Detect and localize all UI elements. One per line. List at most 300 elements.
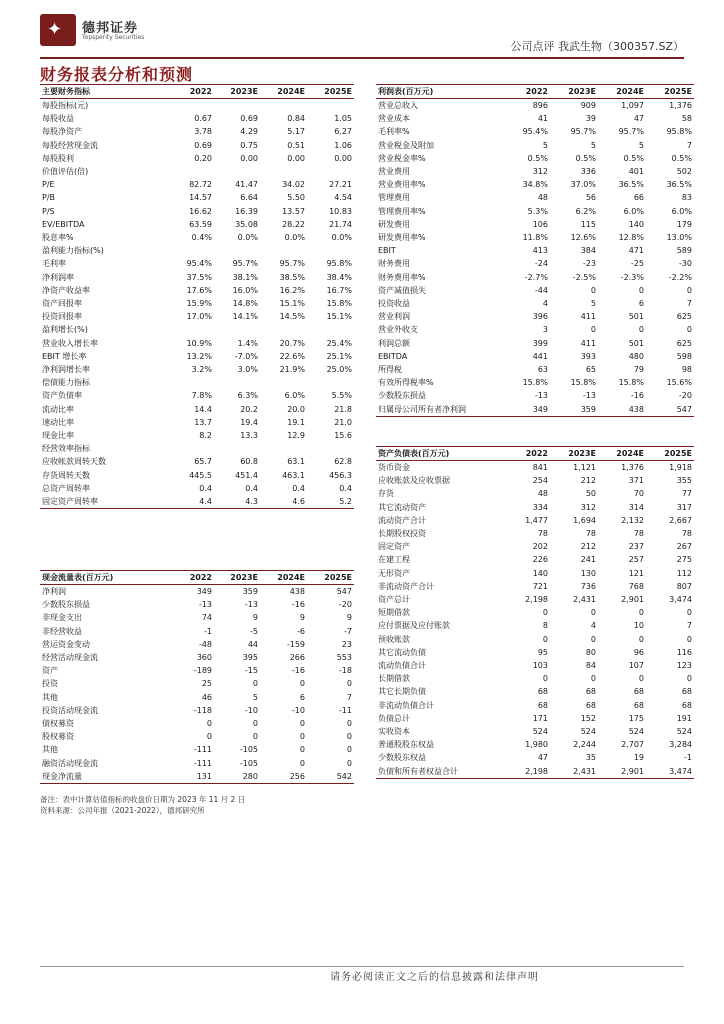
table-cell: 2,132 <box>621 515 644 525</box>
table-cell: 0 <box>638 325 644 335</box>
row-label: 投资回报率 <box>42 312 82 322</box>
table-cell: 0.00 <box>287 153 305 163</box>
row-label: 存货周转天数 <box>42 470 90 480</box>
table-cell: 0 <box>638 608 644 618</box>
table-row <box>40 416 354 429</box>
column-header: 2022 <box>168 85 214 99</box>
column-header: 2025E <box>307 571 354 585</box>
table-cell: 191 <box>676 713 692 723</box>
table-cell: 547 <box>646 403 694 417</box>
table-cell: 438 <box>598 403 646 417</box>
table-cell: 399 <box>532 338 548 348</box>
column-header: 2022 <box>504 85 550 99</box>
row-label: 盈利增长(%) <box>42 325 88 335</box>
table-cell: 4.54 <box>334 193 352 203</box>
table-row <box>376 323 694 336</box>
footer-disclaimer: 请务必阅读正文之后的信息披露和法律声明 <box>330 972 539 983</box>
row-label: 总资产周转率 <box>42 483 90 493</box>
table-cell: 1,376 <box>621 463 644 472</box>
table-row <box>376 139 694 152</box>
cash-flow-table <box>40 570 354 784</box>
table-cell: 0.69 <box>240 114 258 124</box>
table-cell: 371 <box>628 476 644 486</box>
table-cell: 480 <box>628 351 644 361</box>
table-cell: 463.1 <box>282 470 305 480</box>
page-header <box>40 14 684 56</box>
row-label: 应付票据及应付账款 <box>378 621 450 631</box>
table-row <box>376 99 694 113</box>
table-cell: 63.1 <box>287 457 305 467</box>
table-cell: 13.0% <box>666 233 692 243</box>
table-cell: 5.2 <box>307 495 354 509</box>
table-row <box>40 598 354 611</box>
table-cell <box>307 323 354 336</box>
table-cell: 131 <box>168 770 214 784</box>
table-title: 资产负债表(百万元) <box>376 447 504 461</box>
table-row <box>40 611 354 624</box>
table-cell: 9 <box>252 613 258 623</box>
table-cell: 28.22 <box>282 219 305 229</box>
table-row <box>376 112 694 125</box>
table-cell <box>168 165 214 178</box>
table-cell: 6.3% <box>237 391 258 401</box>
main-indicators-table <box>40 84 354 509</box>
table-row <box>40 231 354 244</box>
row-label: 经营效率指标 <box>42 444 90 454</box>
table-row <box>40 99 354 113</box>
table-cell: 5.17 <box>287 127 305 137</box>
table-cell: 0 <box>252 679 258 689</box>
row-label: 研发费用 <box>378 219 410 229</box>
table-cell: 35 <box>585 753 596 763</box>
table-cell: -2.3% <box>620 272 644 282</box>
table-cell: 4 <box>590 621 596 631</box>
table-cell: 14.4 <box>194 404 212 414</box>
table-header-row <box>40 85 354 99</box>
table-cell: 15.8% <box>522 378 548 388</box>
table-cell: 19.1 <box>287 417 305 427</box>
table-cell: 445.5 <box>189 470 212 480</box>
table-cell: 0 <box>299 745 305 755</box>
table-title: 利润表(百万元) <box>376 85 504 99</box>
table-cell: 82.72 <box>189 180 212 190</box>
table-row <box>376 501 694 514</box>
row-label: 毛利率 <box>42 259 66 269</box>
table-row <box>40 376 354 389</box>
table-row <box>376 712 694 725</box>
row-label: 长期借款 <box>378 674 410 684</box>
column-header: 2024E <box>598 85 646 99</box>
table-row <box>40 717 354 730</box>
table-cell: 1.06 <box>334 140 352 150</box>
table-cell: 103 <box>532 661 548 671</box>
table-cell: 542 <box>307 770 354 784</box>
table-title: 现金流量表(百万元) <box>40 571 168 585</box>
table-cell: 1,376 <box>669 101 692 110</box>
table-cell: -44 <box>534 285 548 295</box>
table-cell: 254 <box>532 476 548 486</box>
table-cell: 116 <box>676 647 692 657</box>
column-header: 2024E <box>260 571 307 585</box>
table-row <box>40 178 354 191</box>
table-cell: 768 <box>628 581 644 591</box>
table-cell: 0.0% <box>237 233 258 243</box>
row-label: 速动比率 <box>42 417 74 427</box>
table-cell: 0 <box>542 674 548 684</box>
table-cell: 0 <box>590 608 596 618</box>
income-statement-table <box>376 84 694 417</box>
table-cell: 121 <box>628 568 644 578</box>
table-cell: 0.69 <box>194 140 212 150</box>
column-header: 2022 <box>168 571 214 585</box>
table-cell: 78 <box>633 529 644 539</box>
table-cell: 1,694 <box>573 515 596 525</box>
table-cell <box>168 376 214 389</box>
table-cell: 266 <box>289 653 305 663</box>
table-cell: 1,477 <box>525 515 548 525</box>
table-cell: 22.6% <box>279 351 305 361</box>
table-cell: 63 <box>537 365 548 375</box>
table-notes <box>40 794 245 816</box>
table-cell: 21.0 <box>334 417 352 427</box>
table-cell <box>168 323 214 336</box>
table-cell: 95.7% <box>618 127 644 137</box>
column-header: 2024E <box>260 85 307 99</box>
table-cell: 27.21 <box>329 180 352 190</box>
table-cell: 68 <box>633 700 644 710</box>
table-cell: 0 <box>638 674 644 684</box>
table-cell: 8 <box>542 621 548 631</box>
table-cell <box>260 99 307 113</box>
row-label: 非经营收益 <box>42 626 82 636</box>
table-row <box>376 699 694 712</box>
table-cell: 15.6 <box>334 431 352 441</box>
table-cell <box>214 323 260 336</box>
row-label: 营业税金及附加 <box>378 140 434 150</box>
table-row <box>376 593 694 606</box>
source-line: 资料来源：公司年报（2021-2022），德邦研究所 <box>40 806 205 815</box>
table-cell: 336 <box>580 167 596 177</box>
row-label: 财务费用 <box>378 259 410 269</box>
table-cell: -1 <box>684 753 692 763</box>
table-cell: 0 <box>590 325 596 335</box>
table-cell: 68 <box>537 687 548 697</box>
table-cell: 5.50 <box>287 193 305 203</box>
table-cell: 0 <box>299 719 305 729</box>
table-cell: 175 <box>628 713 644 723</box>
table-cell: 349 <box>504 403 550 417</box>
row-label: 实收资本 <box>378 727 410 737</box>
document-reference: 公司点评 我武生物（300357.SZ） <box>510 40 684 53</box>
table-cell: 0.00 <box>334 153 352 163</box>
row-label: EV/EBITDA <box>42 219 85 229</box>
table-cell: 0 <box>686 325 692 335</box>
table-cell: 7 <box>686 140 692 150</box>
table-cell: -13 <box>534 391 548 401</box>
row-label: 投资活动现金流 <box>42 705 98 715</box>
table-cell: 50 <box>585 489 596 499</box>
table-cell: 0 <box>686 285 692 295</box>
table-cell: -7 <box>344 626 352 636</box>
table-cell: 79 <box>633 365 644 375</box>
table-cell: 0.00 <box>240 153 258 163</box>
table-row <box>40 257 354 270</box>
table-row <box>376 310 694 323</box>
table-cell <box>307 99 354 113</box>
table-cell: 226 <box>532 555 548 565</box>
table-cell: 1.05 <box>334 114 352 124</box>
table-cell: -13 <box>198 600 212 610</box>
row-label: 投资收益 <box>378 299 410 309</box>
table-cell: 0.84 <box>287 114 305 124</box>
table-cell: 0 <box>638 285 644 295</box>
table-row <box>376 553 694 566</box>
table-cell: 106 <box>532 219 548 229</box>
table-cell: 13.7 <box>194 417 212 427</box>
table-row <box>40 585 354 599</box>
table-row <box>40 403 354 416</box>
table-cell: 0.4 <box>199 483 212 493</box>
table-cell: -189 <box>193 666 212 676</box>
table-cell: 3,284 <box>669 740 692 750</box>
table-cell: 14.8% <box>232 299 258 309</box>
table-cell: 6.0% <box>623 206 644 216</box>
table-cell: 36.5% <box>666 180 692 190</box>
table-cell: 349 <box>196 587 212 596</box>
table-cell: -10 <box>244 705 258 715</box>
table-cell: 4.29 <box>240 127 258 137</box>
table-cell: 152 <box>580 713 596 723</box>
table-row <box>376 337 694 350</box>
table-cell: 413 <box>532 246 548 256</box>
table-cell: 3.0% <box>237 365 258 375</box>
row-label: 非流动负债合计 <box>378 700 434 710</box>
table-cell: 0 <box>299 732 305 742</box>
table-cell: 6.2% <box>575 206 596 216</box>
table-cell: 68 <box>681 687 692 697</box>
table-cell: 502 <box>676 167 692 177</box>
table-cell: 47 <box>537 753 548 763</box>
table-cell: 401 <box>628 167 644 177</box>
table-cell: 16.7% <box>326 285 352 295</box>
table-cell: 5 <box>590 140 596 150</box>
table-cell: 14.57 <box>189 193 212 203</box>
table-cell: 171 <box>532 713 548 723</box>
table-cell <box>168 244 214 257</box>
table-cell: 3,474 <box>669 595 692 605</box>
table-cell: 95.4% <box>186 259 212 269</box>
table-row <box>40 442 354 455</box>
table-cell: 68 <box>681 700 692 710</box>
table-row <box>376 646 694 659</box>
table-cell: 3,474 <box>646 765 694 779</box>
table-row <box>376 218 694 231</box>
row-label: 资产减值损失 <box>378 285 426 295</box>
table-cell: 16.62 <box>189 206 212 216</box>
table-cell: 524 <box>580 727 596 737</box>
row-label: 研发费用率% <box>378 233 426 243</box>
table-cell: 21.9% <box>279 365 305 375</box>
row-label: 营业利润 <box>378 312 410 322</box>
table-cell: 0 <box>299 758 305 768</box>
row-label: 价值评估(倍) <box>42 167 89 177</box>
header-divider <box>40 57 684 59</box>
table-cell: 7 <box>686 621 692 631</box>
row-label: 营业费用 <box>378 167 410 177</box>
row-label: 盈利能力指标(%) <box>42 246 104 256</box>
table-cell: 0 <box>346 679 352 689</box>
table-header-row <box>376 85 694 99</box>
table-cell: 60.8 <box>240 457 258 467</box>
table-cell: -2.2% <box>668 272 692 282</box>
table-cell: 70 <box>633 489 644 499</box>
table-cell <box>168 442 214 455</box>
table-cell: 0.75 <box>240 140 258 150</box>
row-label: 非现金支出 <box>42 613 82 623</box>
table-cell: 65.7 <box>194 457 212 467</box>
table-cell: -16 <box>291 600 305 610</box>
table-cell: 0 <box>590 285 596 295</box>
table-cell: 0.67 <box>194 114 212 124</box>
table-cell: 68 <box>585 700 596 710</box>
table-cell: 12.6% <box>570 233 596 243</box>
table-cell: 16.0% <box>232 285 258 295</box>
table-cell: -7.0% <box>234 351 258 361</box>
table-row <box>376 751 694 764</box>
table-cell: -105 <box>239 745 258 755</box>
table-cell: 115 <box>580 219 596 229</box>
table-row <box>40 152 354 165</box>
table-cell: 37.0% <box>570 180 596 190</box>
table-cell: 38.4% <box>326 272 352 282</box>
table-cell: -118 <box>193 705 212 715</box>
table-cell: 4.3 <box>214 495 260 509</box>
table-cell: 15.1% <box>326 312 352 322</box>
row-label: 资产负债率 <box>42 391 82 401</box>
table-cell: 395 <box>242 653 258 663</box>
footer-divider <box>40 966 684 967</box>
table-cell <box>260 442 307 455</box>
row-label: 非流动资产合计 <box>378 581 434 591</box>
table-cell: -13 <box>244 600 258 610</box>
row-label: 营业外收支 <box>378 325 418 335</box>
table-cell <box>260 165 307 178</box>
table-row <box>40 310 354 323</box>
table-header-row <box>40 571 354 585</box>
row-label: 每股净资产 <box>42 127 82 137</box>
table-cell: 0.0% <box>331 233 352 243</box>
table-cell <box>307 244 354 257</box>
table-cell: 25.1% <box>326 351 352 361</box>
row-label: 少数股东权益 <box>378 753 426 763</box>
table-cell: 65 <box>585 365 596 375</box>
table-row <box>376 403 694 417</box>
table-cell: 46 <box>201 692 212 702</box>
table-cell: 5 <box>590 299 596 309</box>
table-cell: -2.7% <box>524 272 548 282</box>
table-cell: 2,198 <box>504 765 550 779</box>
table-cell: 396 <box>532 312 548 322</box>
table-cell: 3.78 <box>194 127 212 137</box>
table-cell: -20 <box>338 600 352 610</box>
table-cell: 12.8% <box>618 233 644 243</box>
table-cell: 5.3% <box>527 206 548 216</box>
table-cell: 1,918 <box>669 463 692 472</box>
table-cell: 0.5% <box>623 153 644 163</box>
table-row <box>376 376 694 389</box>
table-row <box>376 514 694 527</box>
table-cell: 95.7% <box>279 259 305 269</box>
table-cell: -48 <box>198 639 212 649</box>
table-row <box>40 455 354 468</box>
table-row <box>376 659 694 672</box>
table-cell: 80 <box>585 647 596 657</box>
table-row <box>376 350 694 363</box>
table-cell: 275 <box>676 555 692 565</box>
table-cell: 312 <box>532 167 548 177</box>
table-cell <box>307 442 354 455</box>
row-label: 长期股权投资 <box>378 529 426 539</box>
table-cell: 393 <box>580 351 596 361</box>
table-cell: 15.6% <box>666 378 692 388</box>
table-cell: 0 <box>299 679 305 689</box>
table-title: 主要财务指标 <box>40 85 168 99</box>
row-label: 资产总计 <box>378 595 410 605</box>
table-cell: 12.9 <box>287 431 305 441</box>
table-cell: 66 <box>633 193 644 203</box>
table-cell: 2,198 <box>525 595 548 605</box>
table-cell: 2,431 <box>550 765 598 779</box>
table-cell: 0 <box>686 608 692 618</box>
table-cell: 48 <box>537 489 548 499</box>
table-cell: 130 <box>580 568 596 578</box>
logo-subtext: Topsperity Securities <box>82 34 145 41</box>
table-cell: 553 <box>336 653 352 663</box>
table-cell: 1,121 <box>573 463 596 472</box>
table-row <box>40 691 354 704</box>
table-cell: 19.4 <box>240 417 258 427</box>
table-cell: 0.4 <box>245 483 258 493</box>
row-label: 负债总计 <box>378 713 410 723</box>
table-cell: 11.8% <box>522 233 548 243</box>
table-cell: 2,244 <box>573 740 596 750</box>
table-row <box>376 297 694 310</box>
table-cell: 589 <box>676 246 692 256</box>
table-cell: 1.4% <box>237 338 258 348</box>
logo-text: 德邦证券 <box>82 21 139 36</box>
row-label: 净利润增长率 <box>42 365 90 375</box>
row-label: 现金比率 <box>42 431 74 441</box>
column-header: 2025E <box>307 85 354 99</box>
table-cell: 4.6 <box>260 495 307 509</box>
table-cell: 140 <box>628 219 644 229</box>
table-cell: -111 <box>193 758 212 768</box>
table-cell: 68 <box>633 687 644 697</box>
table-cell: -159 <box>286 639 305 649</box>
table-cell: 34.02 <box>282 180 305 190</box>
table-cell: 20.0 <box>287 404 305 414</box>
table-row <box>40 625 354 638</box>
row-label: 偿债能力指标 <box>42 378 90 388</box>
table-cell: 314 <box>628 502 644 512</box>
table-row <box>376 540 694 553</box>
table-cell: 0 <box>252 732 258 742</box>
row-label: P/S <box>42 206 55 216</box>
table-cell <box>307 165 354 178</box>
table-cell: 68 <box>585 687 596 697</box>
row-label: 货币资金 <box>378 463 410 472</box>
table-row <box>40 677 354 690</box>
